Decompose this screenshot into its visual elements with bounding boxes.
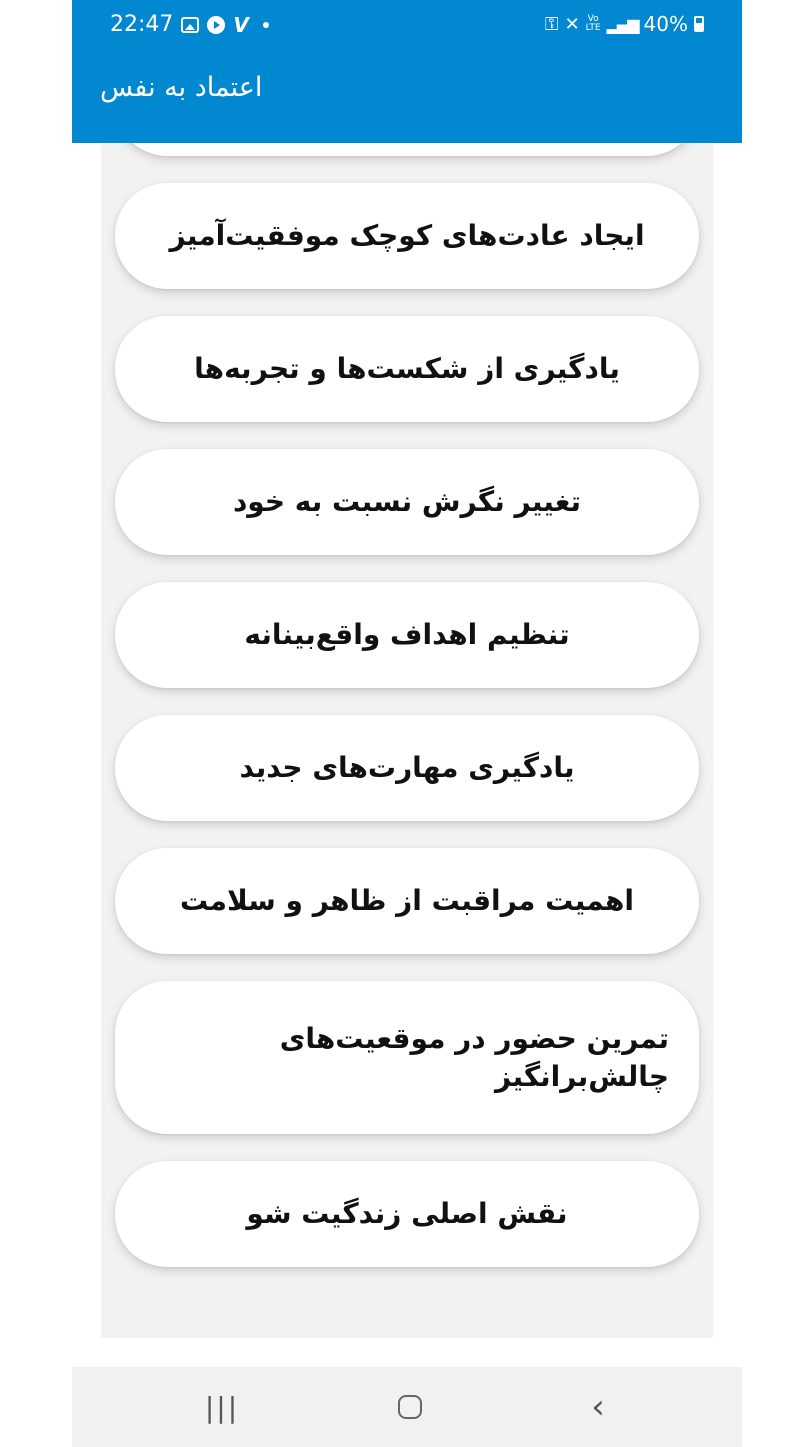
topic-item[interactable] <box>115 582 699 688</box>
topic-list-inner <box>101 143 713 1294</box>
recent-apps-button[interactable]: ||| <box>204 1390 240 1424</box>
topic-item-label: نقش اصلی زندگیت شو <box>246 1197 568 1230</box>
status-left <box>110 12 269 37</box>
topic-item-label: یادگیری از شکست‌ها و تجربه‌ها <box>194 352 620 385</box>
topic-item[interactable] <box>115 449 699 555</box>
topic-item[interactable] <box>115 183 699 289</box>
topic-list[interactable] <box>101 143 713 1338</box>
topic-item-label: تمرین حضور در موقعیت‌های چالش‌برانگیز <box>279 1021 669 1093</box>
topic-item[interactable] <box>115 1161 699 1267</box>
signal-icon: ▂▄▆ <box>606 14 638 34</box>
topic-item[interactable] <box>115 143 699 156</box>
home-icon <box>398 1395 422 1419</box>
v-icon: V <box>233 12 249 37</box>
volte-icon: Vo LTE <box>585 14 601 33</box>
battery-icon <box>694 16 704 32</box>
home-button[interactable] <box>390 1389 430 1425</box>
topic-item[interactable] <box>115 848 699 954</box>
key-icon: ⚿ <box>544 13 559 35</box>
status-time: 22:47 <box>110 12 174 37</box>
navigation-bar <box>72 1367 742 1447</box>
topic-item[interactable] <box>115 316 699 422</box>
topic-item-label: یادگیری مهارت‌های جدید <box>239 751 575 784</box>
topic-item-label: اهمیت مراقبت از ظاهر و سلامت <box>180 884 634 917</box>
topic-item-label: تنظیم اهداف واقع‌بینانه <box>244 618 570 651</box>
app-bar <box>72 50 742 143</box>
phone-screen <box>72 0 742 1447</box>
topic-item-label: تغییر نگرش نسبت به خود <box>232 485 582 518</box>
status-bar <box>72 0 742 50</box>
play-icon <box>207 16 225 34</box>
topic-item[interactable] <box>115 715 699 821</box>
mute-icon: ✕ <box>564 13 580 35</box>
back-button[interactable]: ‹ <box>591 1387 605 1427</box>
status-right <box>545 12 704 36</box>
page-title: اعتماد به نفس <box>100 72 263 103</box>
topic-item[interactable] <box>115 981 699 1134</box>
topic-item-label: ایجاد عادت‌های کوچک موفقیت‌آمیز <box>169 219 645 252</box>
gallery-icon <box>181 17 199 33</box>
dot-icon <box>263 22 269 28</box>
battery-percent: 40% <box>643 12 688 36</box>
